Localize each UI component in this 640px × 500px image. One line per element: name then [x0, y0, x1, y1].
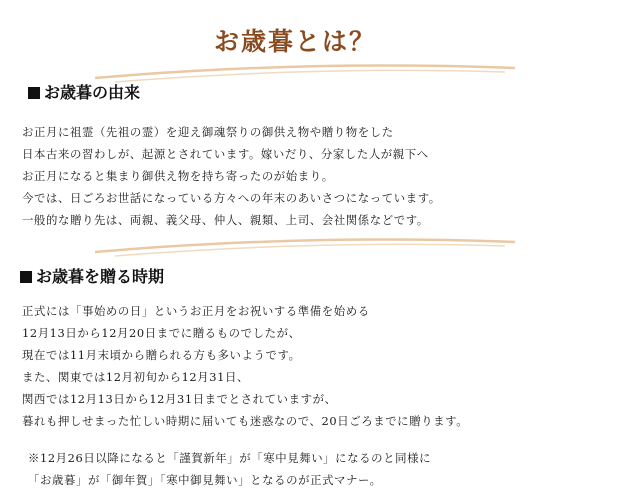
paragraph-line: 12月13日から12月20日までに贈るものでしたが、	[22, 326, 301, 340]
paragraph-line: 現在では11月末頃から贈られる方も多いようです。	[22, 348, 301, 362]
paragraph-line: 今では、日ごろお世話になっている方々への年末のあいさつになっています。	[22, 191, 441, 205]
paragraph-line: 正式には「事始めの日」というお正月をお祝いする準備を始める	[22, 304, 370, 318]
note-line: 「お歳暮」が「御年賀」「寒中御見舞い」となるのが正式マナー。	[28, 473, 382, 487]
heading-square-icon	[28, 87, 40, 99]
section-heading-origin	[28, 80, 140, 103]
heading-square-icon	[20, 271, 32, 283]
section-heading-label: お歳暮の由来	[44, 83, 141, 102]
timing-note	[28, 447, 431, 491]
note-line: ※12月26日以降になると「謹賀新年」が「寒中見舞い」になるのと同様に	[28, 451, 432, 465]
page-title: お歳暮とは？	[213, 27, 376, 56]
paragraph-line: 暮れも押しせまった忙しい時期に届いても迷惑なので、20日ごろまでに贈ります。	[22, 414, 469, 428]
paragraph-line: 日本古来の習わしが、起源とされています。嫁いだり、分家した人が親下へ	[22, 147, 429, 161]
timing-paragraph	[22, 300, 468, 432]
origin-paragraph	[22, 121, 441, 231]
paragraph-line: 一般的な贈り先は、両親、義父母、仲人、親類、上司、会社関係などです。	[22, 213, 429, 227]
decorative-swoosh-middle	[95, 236, 515, 258]
section-heading-label: お歳暮を贈る時期	[36, 267, 165, 286]
paragraph-line: また、関東では12月初旬から12月31日、	[22, 370, 249, 384]
section-heading-timing	[20, 264, 164, 287]
decorative-swoosh-top	[95, 62, 515, 84]
paragraph-line: お正月になると集まり御供え物を持ち寄ったのが始まり。	[22, 169, 334, 183]
paragraph-line: お正月に祖霊（先祖の霊）を迎え御魂祭りの御供え物や贈り物をした	[22, 125, 394, 139]
paragraph-line: 関西では12月13日から12月31日までとされていますが、	[22, 392, 337, 406]
